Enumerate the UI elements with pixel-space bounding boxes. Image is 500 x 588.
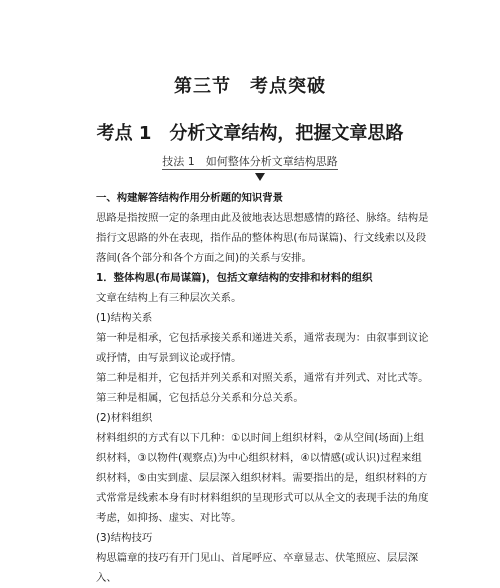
paragraph-2: 文章在结构上有三种层次关系。 — [96, 292, 242, 304]
paragraph-5: 第三种是相属，它包括总分关系和分总关系。 — [96, 392, 304, 404]
heading-two: 1．整体构思(布局谋篇)，包括文章结构的安排和材料的组织 — [96, 272, 373, 284]
down-triangle-icon — [255, 173, 265, 181]
technique-subtitle — [0, 153, 500, 169]
subheading-2: (2)材料组织 — [96, 412, 153, 424]
kaodian-title: 考点 1 分析文章结构，把握文章思路 — [96, 123, 404, 144]
subheading-3: (3)结构技巧 — [96, 532, 153, 544]
paragraph-7: 构思篇章的技巧有开门见山、首尾呼应、卒章显志、伏笔照应、层层深入、 — [96, 552, 419, 584]
technique-label: 技法 1 如何整体分析文章结构思路 — [162, 155, 338, 168]
subheading-1: (1)结构关系 — [96, 312, 153, 324]
paragraph-4: 第二种是相并，它包括并列关系和对照关系，通常有并列式、对比式等。 — [96, 372, 429, 384]
body-text — [96, 188, 429, 588]
heading-one: 一、构建解答结构作用分析题的知识背景 — [96, 192, 284, 204]
paragraph-3: 第一种是相承，它包括承接关系和递进关系，通常表现为：由叙事到议论或抒情，由写景到议论或抒情。 — [96, 332, 429, 364]
paragraph-1: 思路是指按照一定的条理由此及彼地表达思想感情的路径、脉络。结构是指行文思路的外在表现，指作品的整体构思(布局谋篇)、行文线索以及段落间(各个部分和各个方面之间)的关系与安排。 — [96, 212, 429, 264]
section-title: 第三节 考点突破 — [174, 76, 326, 97]
paragraph-6: 材料组织的方式有以下几种：①以时间上组织材料，②从空间(场面)上组织材料，③以物件(观察点)为中心组织材料，④以情感(或认识)过程来组织材料，⑤由实到虚、层层深入组织材料。需要指出的是，组织材料的方式常常是线索本身有时材料组织的呈现形式可以从全文的表现手法的角度考虑，如抑扬、虚实、对比等。 — [96, 432, 429, 524]
